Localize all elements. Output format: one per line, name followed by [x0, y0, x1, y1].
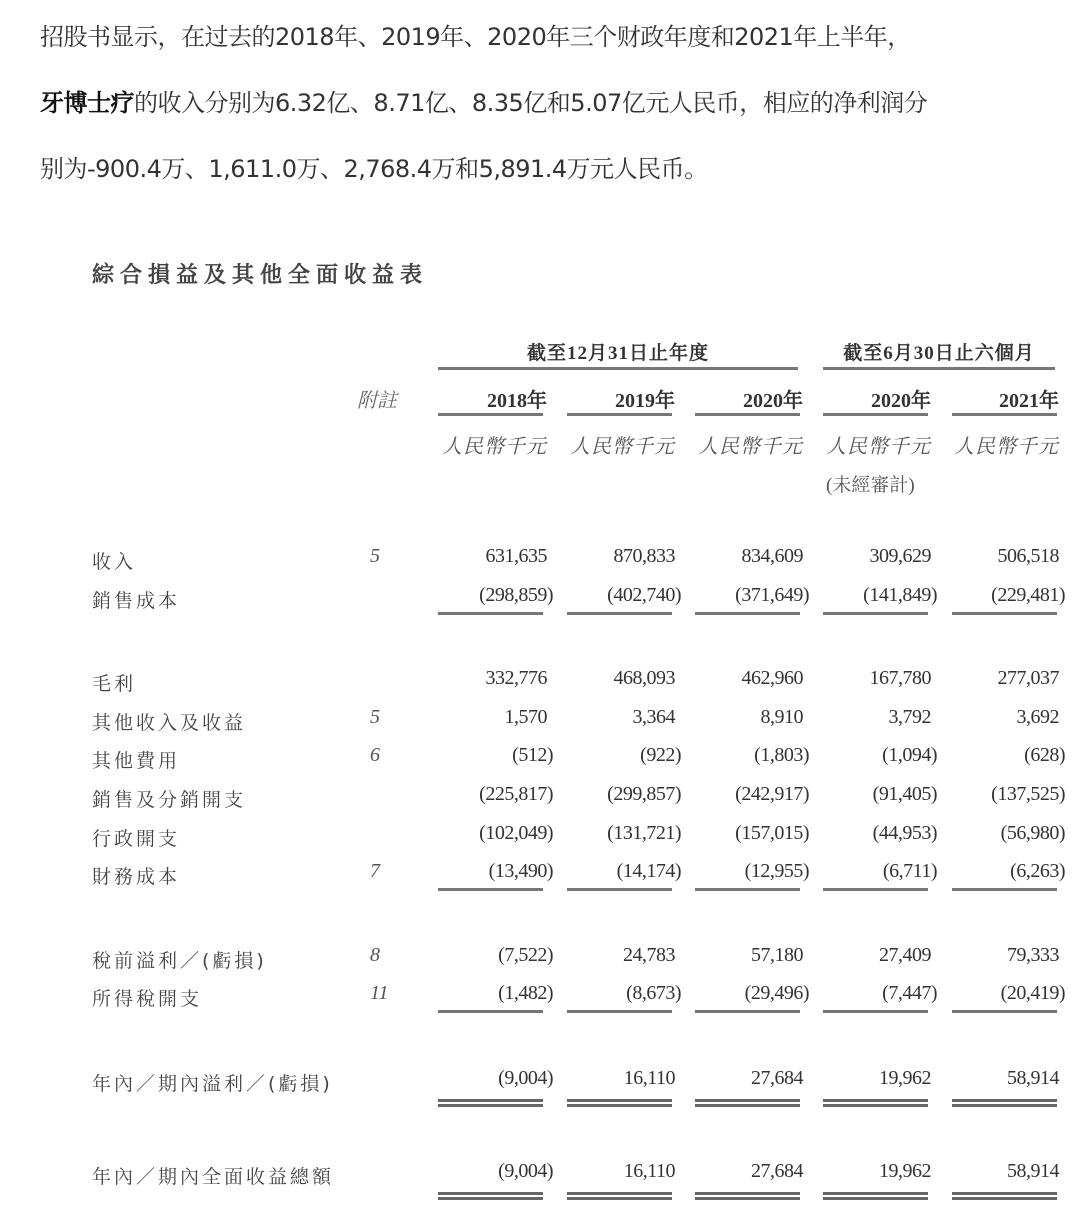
year-divider: [567, 413, 672, 416]
unit-label: 人民幣千元: [698, 436, 803, 458]
value-cell: 19,962: [879, 1160, 931, 1182]
value-cell: (7,447): [882, 982, 937, 1004]
subtotal-line: [438, 1010, 543, 1013]
subtotal-line: [695, 1010, 800, 1013]
value-cell: 834,609: [741, 545, 803, 567]
value-cell: 506,518: [997, 545, 1059, 567]
value-cell: (371,649): [735, 584, 809, 606]
year-divider: [438, 413, 543, 416]
value-cell: 309,629: [869, 545, 931, 567]
value-cell: 27,684: [751, 1067, 803, 1089]
value-cell: (402,740): [607, 584, 681, 606]
statement-title: 綜合損益及其他全面收益表: [92, 263, 429, 288]
value-cell: (225,817): [479, 783, 553, 805]
year-header: 2021年: [999, 390, 1059, 412]
group-header-half: 截至6月30日止六個月: [843, 343, 1035, 364]
year-divider: [695, 413, 800, 416]
subtotal-line: [567, 1010, 672, 1013]
row-label: 年內／期內溢利／(虧損): [92, 1073, 333, 1095]
value-cell: (628): [1024, 744, 1065, 766]
intro-line-1: 招股书显示，在过去的2018年、2019年、2020年三个财政年度和2021年上半年，: [40, 23, 911, 51]
value-cell: 58,914: [1007, 1160, 1059, 1182]
subtotal-line: [823, 612, 928, 615]
year-header: 2020年: [871, 390, 931, 412]
value-cell: 277,037: [997, 667, 1059, 689]
total-double-line: [695, 1099, 800, 1107]
value-cell: 1,570: [504, 706, 547, 728]
subtotal-line: [567, 888, 672, 891]
intro-line-2-text: 的收入分别为6.32亿、8.71亿、8.35亿和5.07亿元人民币，相应的净利润分: [134, 89, 928, 117]
value-cell: (137,525): [991, 783, 1065, 805]
value-cell: (298,859): [479, 584, 553, 606]
row-label: 銷售及分銷開支: [92, 789, 247, 811]
value-cell: (12,955): [744, 860, 809, 882]
subtotal-line: [952, 612, 1057, 615]
row-label: 其他費用: [92, 750, 181, 772]
group-divider: [823, 367, 1055, 370]
value-cell: (9,004): [498, 1160, 553, 1182]
total-double-line: [438, 1192, 543, 1200]
subtotal-line: [823, 888, 928, 891]
value-cell: 3,692: [1016, 706, 1059, 728]
year-header: 2018年: [487, 390, 547, 412]
row-label: 稅前溢利／(虧損): [92, 950, 267, 972]
value-cell: (44,953): [872, 822, 937, 844]
intro-line-3: 别为-900.4万、1,611.0万、2,768.4万和5,891.4万元人民币。: [40, 155, 708, 183]
value-cell: (141,849): [863, 584, 937, 606]
value-cell: (9,004): [498, 1067, 553, 1089]
subtotal-line: [438, 612, 543, 615]
value-cell: 167,780: [869, 667, 931, 689]
row-note: 5: [370, 545, 380, 567]
row-label: 財務成本: [92, 866, 181, 888]
subtotal-line: [952, 888, 1057, 891]
value-cell: 870,833: [613, 545, 675, 567]
row-note: 11: [370, 982, 389, 1004]
subtotal-line: [695, 612, 800, 615]
value-cell: 58,914: [1007, 1067, 1059, 1089]
value-cell: (1,803): [754, 744, 809, 766]
value-cell: 3,792: [888, 706, 931, 728]
row-label: 行政開支: [92, 828, 181, 850]
year-header: 2019年: [615, 390, 675, 412]
value-cell: 8,910: [760, 706, 803, 728]
total-double-line: [695, 1192, 800, 1200]
value-cell: 79,333: [1007, 944, 1059, 966]
value-cell: (512): [512, 744, 553, 766]
intro-line-2: [40, 70, 1080, 136]
value-cell: (56,980): [1000, 822, 1065, 844]
value-cell: (102,049): [479, 822, 553, 844]
row-label: 其他收入及收益: [92, 712, 247, 734]
subtotal-line: [823, 1010, 928, 1013]
row-label: 收入: [92, 551, 137, 573]
intro-paragraph: [40, 4, 1080, 202]
subtotal-line: [695, 888, 800, 891]
value-cell: (91,405): [872, 783, 937, 805]
row-label: 年內／期內全面收益總額: [92, 1166, 335, 1188]
year-divider: [823, 413, 928, 416]
value-cell: 27,684: [751, 1160, 803, 1182]
total-double-line: [952, 1192, 1057, 1200]
subtotal-line: [567, 612, 672, 615]
value-cell: 468,093: [613, 667, 675, 689]
value-cell: 27,409: [879, 944, 931, 966]
group-header-year: 截至12月31日止年度: [526, 343, 709, 364]
value-cell: 57,180: [751, 944, 803, 966]
year-header: 2020年: [743, 390, 803, 412]
value-cell: (1,094): [882, 744, 937, 766]
unit-label: 人民幣千元: [954, 436, 1059, 458]
total-double-line: [823, 1192, 928, 1200]
value-cell: 16,110: [623, 1160, 675, 1182]
row-label: 銷售成本: [92, 590, 181, 612]
value-cell: (299,857): [607, 783, 681, 805]
value-cell: (20,419): [1000, 982, 1065, 1004]
unit-label: 人民幣千元: [826, 436, 931, 458]
value-cell: (7,522): [498, 944, 553, 966]
value-cell: (8,673): [626, 982, 681, 1004]
row-label: 所得稅開支: [92, 988, 203, 1010]
unit-label: 人民幣千元: [442, 436, 547, 458]
value-cell: (1,482): [498, 982, 553, 1004]
value-cell: 24,783: [623, 944, 675, 966]
row-note: 8: [370, 944, 380, 966]
value-cell: (6,711): [882, 860, 937, 882]
value-cell: (131,721): [607, 822, 681, 844]
unit-label: 人民幣千元: [570, 436, 675, 458]
row-note: 7: [370, 860, 380, 882]
total-double-line: [567, 1099, 672, 1107]
row-note: 5: [370, 706, 380, 728]
value-cell: 332,776: [485, 667, 547, 689]
value-cell: 19,962: [879, 1067, 931, 1089]
value-cell: (29,496): [744, 982, 809, 1004]
value-cell: (242,917): [735, 783, 809, 805]
value-cell: (6,263): [1010, 860, 1065, 882]
row-label: 毛利: [92, 673, 137, 695]
value-cell: (14,174): [616, 860, 681, 882]
total-double-line: [952, 1099, 1057, 1107]
value-cell: (922): [640, 744, 681, 766]
unaudited-label: (未經審計): [826, 475, 915, 496]
value-cell: (157,015): [735, 822, 809, 844]
subtotal-line: [438, 888, 543, 891]
note-header: 附註: [357, 390, 397, 412]
total-double-line: [823, 1099, 928, 1107]
value-cell: 3,364: [632, 706, 675, 728]
value-cell: (13,490): [488, 860, 553, 882]
value-cell: (229,481): [991, 584, 1065, 606]
total-double-line: [567, 1192, 672, 1200]
group-divider: [438, 367, 798, 370]
row-note: 6: [370, 744, 380, 766]
value-cell: 462,960: [741, 667, 803, 689]
value-cell: 631,635: [485, 545, 547, 567]
company-name: 牙博士疗: [40, 89, 134, 117]
value-cell: 16,110: [623, 1067, 675, 1089]
total-double-line: [438, 1099, 543, 1107]
subtotal-line: [952, 1010, 1057, 1013]
year-divider: [952, 413, 1057, 416]
